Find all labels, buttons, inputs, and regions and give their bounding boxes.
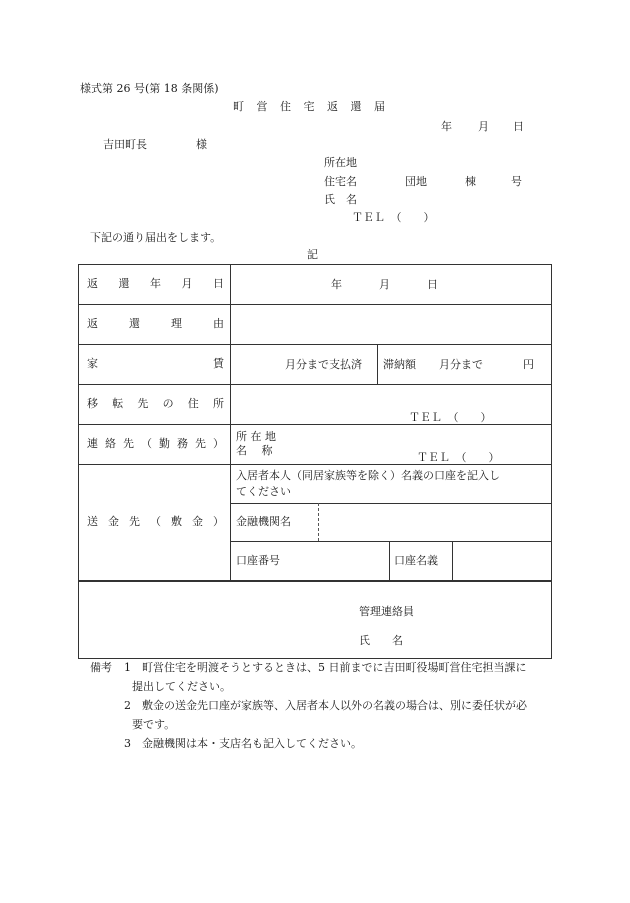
title-char: 町 bbox=[233, 100, 244, 113]
label-contact bbox=[79, 425, 231, 465]
label-char: 転 bbox=[112, 397, 124, 411]
label-char: 務 bbox=[177, 437, 188, 451]
label-char: 金 bbox=[108, 514, 119, 528]
label-char: 日 bbox=[213, 277, 224, 291]
label-rent bbox=[79, 345, 231, 385]
label-char: 理 bbox=[171, 317, 182, 331]
ki-mark: 記 bbox=[307, 248, 318, 261]
row-reason bbox=[79, 305, 552, 345]
honorific: 様 bbox=[196, 138, 207, 151]
note-1-line2: 提出してください。 bbox=[132, 680, 231, 693]
label-char: 移 bbox=[87, 397, 98, 411]
note-num: 1 bbox=[124, 661, 131, 674]
title-char: 住 bbox=[280, 100, 291, 113]
return-day: 日 bbox=[427, 278, 438, 291]
label-char: 先 bbox=[129, 514, 140, 528]
notes-heading: 備考 bbox=[90, 661, 112, 674]
manager-name-label: 氏 名 bbox=[359, 633, 403, 647]
form-title bbox=[233, 101, 385, 112]
label-char: 家 bbox=[87, 357, 98, 371]
label-char: 所 bbox=[212, 397, 224, 411]
deposit-note-line1: 入居者本人（同居家族等を除く）名義の口座を記入し bbox=[236, 469, 500, 482]
date-month: 月 bbox=[478, 120, 489, 133]
rent-paid-until: 月分まで支払済 bbox=[285, 358, 362, 371]
label-char: 賃 bbox=[213, 357, 224, 371]
manager-field[interactable] bbox=[79, 581, 552, 659]
return-year: 年 bbox=[331, 278, 342, 291]
new-address-field[interactable] bbox=[231, 385, 552, 425]
date-day: 日 bbox=[513, 120, 524, 133]
arrears-label: 滞納額 bbox=[383, 358, 416, 371]
note-num: 2 bbox=[124, 699, 131, 712]
arrears-yen: 円 bbox=[523, 358, 534, 371]
note-1-line1: 町営住宅を明渡そうとするときは、5 日前までに吉田町役場町営住宅担当課に bbox=[142, 661, 527, 674]
title-char: 宅 bbox=[303, 100, 315, 113]
return-month: 月 bbox=[379, 278, 390, 291]
applicant-housing-label: 住宅名 bbox=[324, 175, 357, 188]
reason-field[interactable] bbox=[231, 305, 552, 345]
contact-name-label: 名 称 bbox=[236, 444, 273, 457]
note-2-line2: 要です。 bbox=[132, 718, 176, 731]
account-number-label: 口座番号 bbox=[236, 554, 280, 567]
applicant-tel: ＴＥＬ （ ） bbox=[352, 211, 435, 224]
row-deposit bbox=[79, 465, 552, 581]
label-char: 先 bbox=[195, 437, 206, 451]
label-char: 年 bbox=[150, 277, 161, 291]
applicant-address-label: 所在地 bbox=[324, 156, 357, 169]
label-char: （ bbox=[141, 437, 152, 451]
title-char: 還 bbox=[350, 100, 362, 113]
rent-divider bbox=[377, 345, 378, 384]
deposit-divider-1 bbox=[231, 503, 551, 504]
title-char: 届 bbox=[374, 100, 385, 113]
note-3-line1: 金融機関は本・支店名も記入してください。 bbox=[142, 737, 362, 750]
title-char: 営 bbox=[256, 100, 268, 113]
label-char: 返 bbox=[87, 317, 98, 331]
row-rent bbox=[79, 345, 552, 385]
bank-name-label: 金融機関名 bbox=[236, 515, 291, 528]
label-char: 月 bbox=[181, 277, 193, 291]
manager-title: 管理連絡員 bbox=[359, 604, 414, 618]
label-char: ） bbox=[213, 437, 224, 451]
contact-address-label: 所 在 地 bbox=[236, 430, 276, 443]
label-reason bbox=[79, 305, 231, 345]
new-address-tel: ＴＥＬ （ ） bbox=[409, 411, 492, 424]
applicant-number: 号 bbox=[511, 175, 522, 188]
account-divider-1 bbox=[389, 541, 390, 580]
label-char: 還 bbox=[129, 317, 140, 331]
deposit-note-line2: てください bbox=[236, 485, 291, 498]
arrears-until: 月分まで bbox=[439, 358, 483, 371]
rent-field[interactable] bbox=[231, 345, 552, 385]
deposit-divider-2 bbox=[231, 541, 551, 542]
applicant-building: 棟 bbox=[465, 175, 476, 188]
intro-text: 下記の通り届出をします。 bbox=[90, 231, 222, 244]
label-char: 還 bbox=[118, 277, 130, 291]
label-char: 連 bbox=[87, 437, 98, 451]
row-new-address bbox=[79, 385, 552, 425]
label-deposit bbox=[79, 465, 231, 581]
contact-field[interactable] bbox=[231, 425, 552, 465]
deposit-field bbox=[231, 465, 552, 581]
contact-tel: ＴＥＬ （ ） bbox=[417, 451, 500, 464]
label-char: 返 bbox=[87, 277, 98, 291]
row-contact bbox=[79, 425, 552, 465]
label-char: 勤 bbox=[159, 437, 170, 451]
bank-dashed-divider bbox=[318, 503, 319, 541]
account-name-label: 口座名義 bbox=[394, 554, 438, 567]
applicant-danchi: 団地 bbox=[405, 175, 427, 188]
title-char: 返 bbox=[327, 100, 338, 113]
label-char: ） bbox=[213, 514, 224, 528]
return-date-field[interactable] bbox=[231, 265, 552, 305]
form-number: 様式第 26 号(第 18 条関係) bbox=[80, 82, 219, 95]
label-return-date bbox=[79, 265, 231, 305]
label-char: 先 bbox=[137, 397, 149, 411]
row-manager bbox=[79, 581, 552, 659]
return-form-table bbox=[78, 264, 552, 659]
label-char: の bbox=[162, 397, 174, 411]
addressee: 吉田町長 bbox=[103, 138, 147, 151]
label-char: 絡 bbox=[105, 437, 116, 451]
label-char: （ bbox=[150, 514, 161, 528]
label-char: 敷 bbox=[171, 514, 182, 528]
date-year: 年 bbox=[441, 120, 452, 133]
note-2-line1: 敷金の送金先口座が家族等、入居者本人以外の名義の場合は、別に委任状が必 bbox=[142, 699, 527, 712]
label-char: 送 bbox=[87, 514, 98, 528]
label-char: 住 bbox=[187, 397, 199, 411]
applicant-name-label: 氏 名 bbox=[324, 193, 357, 206]
label-char: 先 bbox=[123, 437, 134, 451]
row-return-date bbox=[79, 265, 552, 305]
label-new-address bbox=[79, 385, 231, 425]
account-divider-2 bbox=[452, 541, 453, 580]
label-char: 由 bbox=[213, 317, 224, 331]
label-char: 金 bbox=[192, 514, 203, 528]
note-num: 3 bbox=[124, 737, 131, 750]
